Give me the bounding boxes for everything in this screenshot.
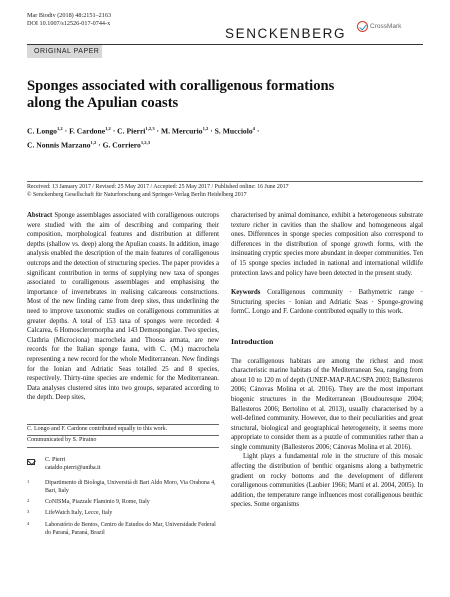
author-name: M. Mercurio <box>160 126 203 136</box>
keywords-paragraph <box>231 288 423 317</box>
title-line: Sponges associated with coralligenous formations <box>27 78 335 94</box>
author-affil-ref: 1,2,3 <box>145 126 155 131</box>
publisher-brand: SENCKENBERG <box>225 26 347 41</box>
author-affil-ref: 1,2 <box>90 139 97 145</box>
crossmark-icon <box>357 21 368 32</box>
history-dates: Received: 13 January 2017 / Revised: 25 May 2017 / Accepted: 25 May 2017 / Published online: 16 June 2017 <box>27 184 289 190</box>
intro-paragraph: Light plays a fundamental role in the structure of this mosaic affecting the distribution of benthic organisms along a bathymetric gradient on rocky bottoms and the development of different coralligenous communities (Laubier 1966; Martí et al. 2004, 2005). In addition, the temperature range influences most coralligenous benthic species. Some organisms <box>231 453 423 509</box>
keywords-text: Coralligenous community · Bathymetric range · Structuring species · Ionian and Adriatic Seas · Sponge-growing formC. Longo and F. Cardone contributed equally to this work. <box>231 289 423 316</box>
affiliation-text: CoNISMa, Piazzale Flaminio 9, Rome, Italy <box>45 499 150 505</box>
footnote-rule <box>27 424 219 425</box>
author-affil-ref: 1,2 <box>56 126 63 131</box>
corresponding-email[interactable]: cataldo.pierri@uniba.it <box>45 465 101 471</box>
article-title <box>27 78 427 111</box>
corresponding-author: C. Pierri <box>45 457 66 463</box>
right-column <box>231 211 423 510</box>
doi-line: DOI 10.1007/s12526-017-0744-x <box>27 20 111 27</box>
equal-contribution-note: C. Longo and F. Cardone contributed equally to this work. <box>27 426 168 432</box>
paper-type-label: ORIGINAL PAPER <box>27 45 102 58</box>
author-name: C. Pierri <box>117 126 146 136</box>
author-name: G. Corriero <box>102 140 141 150</box>
history-rule <box>27 181 423 182</box>
crossmark-link[interactable] <box>357 20 421 32</box>
author-name: F. Cardone <box>69 126 106 136</box>
journal-citation <box>27 12 111 28</box>
article-history <box>27 184 427 199</box>
affiliation-number: 2 <box>27 498 30 503</box>
affiliation-number: 4 <box>27 521 30 526</box>
author-affil-ref: 4 <box>252 126 255 131</box>
introduction-heading: Introduction <box>231 336 274 346</box>
envelope-icon <box>27 459 35 465</box>
affiliation <box>27 499 219 507</box>
abstract-text: Sponge assemblages associated with coralligenous outcrops were studied with the aim of describing and comparing their composition, morphological features and distribution at different depths (shallow vs. deep) along the Apulian coasts. In addition, image analysis enabled the description of the main features of coralligenous outcrops and the detection of structuring species. The paper provides a significant contribution in terms of supplying new taxa of sponges associated to coralligenous assemblages and emphasising the importance of invertebrates in realising calcareous constructions. Most of the new finding came from deep sites, thus underlining the need to improve taxonomic studies on coralligenous communities at greater depths. A total of 153 taxa of sponges were recorded: 4 Calcarea, 6 Homoscleromorpha and 143 Demospongiae. Two species, Clathria (Microciona) macrochela and Thoosa armata, are new records for the Italian sponge fauna, with C. (M.) macrochela representing a new record for the whole Mediterranean. New findings for the Ionian and Adriatic Seas totalled 25 and 8 species, respectively. Thirty-nine species are endemic for the Mediterranean. Data analyses clustered sites into two groups, separated according to the depth. Deep sites, <box>27 212 219 402</box>
footnote-rule <box>27 447 219 448</box>
abstract-paragraph <box>27 211 219 403</box>
affiliation <box>27 522 219 537</box>
affiliation-number: 1 <box>27 479 30 484</box>
intro-paragraph: The coralligenous habitats are among the richest and most characteristic marine habitats of the Mediterranean Sea, ranging from about 10 to 120 m of depth (UNEP-MAP-RAC/SPA 2003; Ballesteros 2006; Cánovas Molina et al. 2016). They are the most important biogenic structures in the Mediterranean (Boudouresque 2004; Ballesteros 2006; Bertolino et al. 2013), usually characterised by a well-defined community. However, due to their peculiarities and great structural, biological and geographical heterogeneity, it seems more appropriate to consider them as a puzzle of communities rather than a single community (Ballesteros 2006; Cánovas Molina et al. 2016). <box>231 357 423 451</box>
author-affil-ref: 1,2,3 <box>140 139 151 145</box>
author-name: C. Longo <box>27 126 57 136</box>
title-line: along the Apulian coasts <box>27 94 179 111</box>
affiliation <box>27 480 219 495</box>
affiliation-text: Dipartimento di Biologia, Università di Bari Aldo Moro, Via Orabona 4, Bari, Italy <box>45 480 216 494</box>
author-name: C. Nonnis Marzano <box>27 140 91 150</box>
communicated-by-note: Communicated by S. Piraino <box>27 437 97 443</box>
abstract-section <box>27 211 219 403</box>
journal-line: Mar Biodiv (2018) 48:2151–2163 <box>27 12 112 19</box>
affiliation-text: LifeWatch Italy, Lecce, Italy <box>45 510 113 516</box>
footnote-rule <box>27 435 219 436</box>
author-affil-ref: 1,2 <box>202 126 209 131</box>
copyright-line: © Senckenberg Gesellschaft für Naturforschung and Springer-Verlag Berlin Heidelberg 2017 <box>27 191 247 198</box>
abstract-heading: Abstract <box>27 212 53 219</box>
affiliation-number: 3 <box>27 509 30 514</box>
keywords-heading: Keywords <box>231 289 261 297</box>
crossmark-label: CrossMark <box>370 22 402 30</box>
affiliation <box>27 510 219 518</box>
author-list: C. Longo$^{1,2}$ · F. Cardone$^{1,2}$ · C. Pierri$^{1,2,3}$ · M. Mercurio$^{1,2}$ · S. Mucciolo$^4$ · C. Nonnis Marzano$^{1,2}$ · G. Corriero$^{1,2,3}$ <box>27 126 260 150</box>
affiliation-text: Laboratório de Bentos, Centro de Estudos do Mar, Universidade Federal do Paraná, Paraná, Brazil <box>45 522 216 536</box>
author-name: S. Mucciolo <box>214 126 253 136</box>
author-affil-ref: 1,2 <box>105 126 111 131</box>
abstract-continuation: characterised by animal dominance, exhibit a heterogeneous substrate texture richer in cavities than the shallow and homogeneous algal ones. Differences in sponge species composition also correspond to differences in the distribution of sponge growth forms, with the insinuating cryptic species more abundant in deeper communities. Ten of 15 sponge species included in national and international wildlife protection laws and policy have been detected in the present study. <box>231 212 423 277</box>
